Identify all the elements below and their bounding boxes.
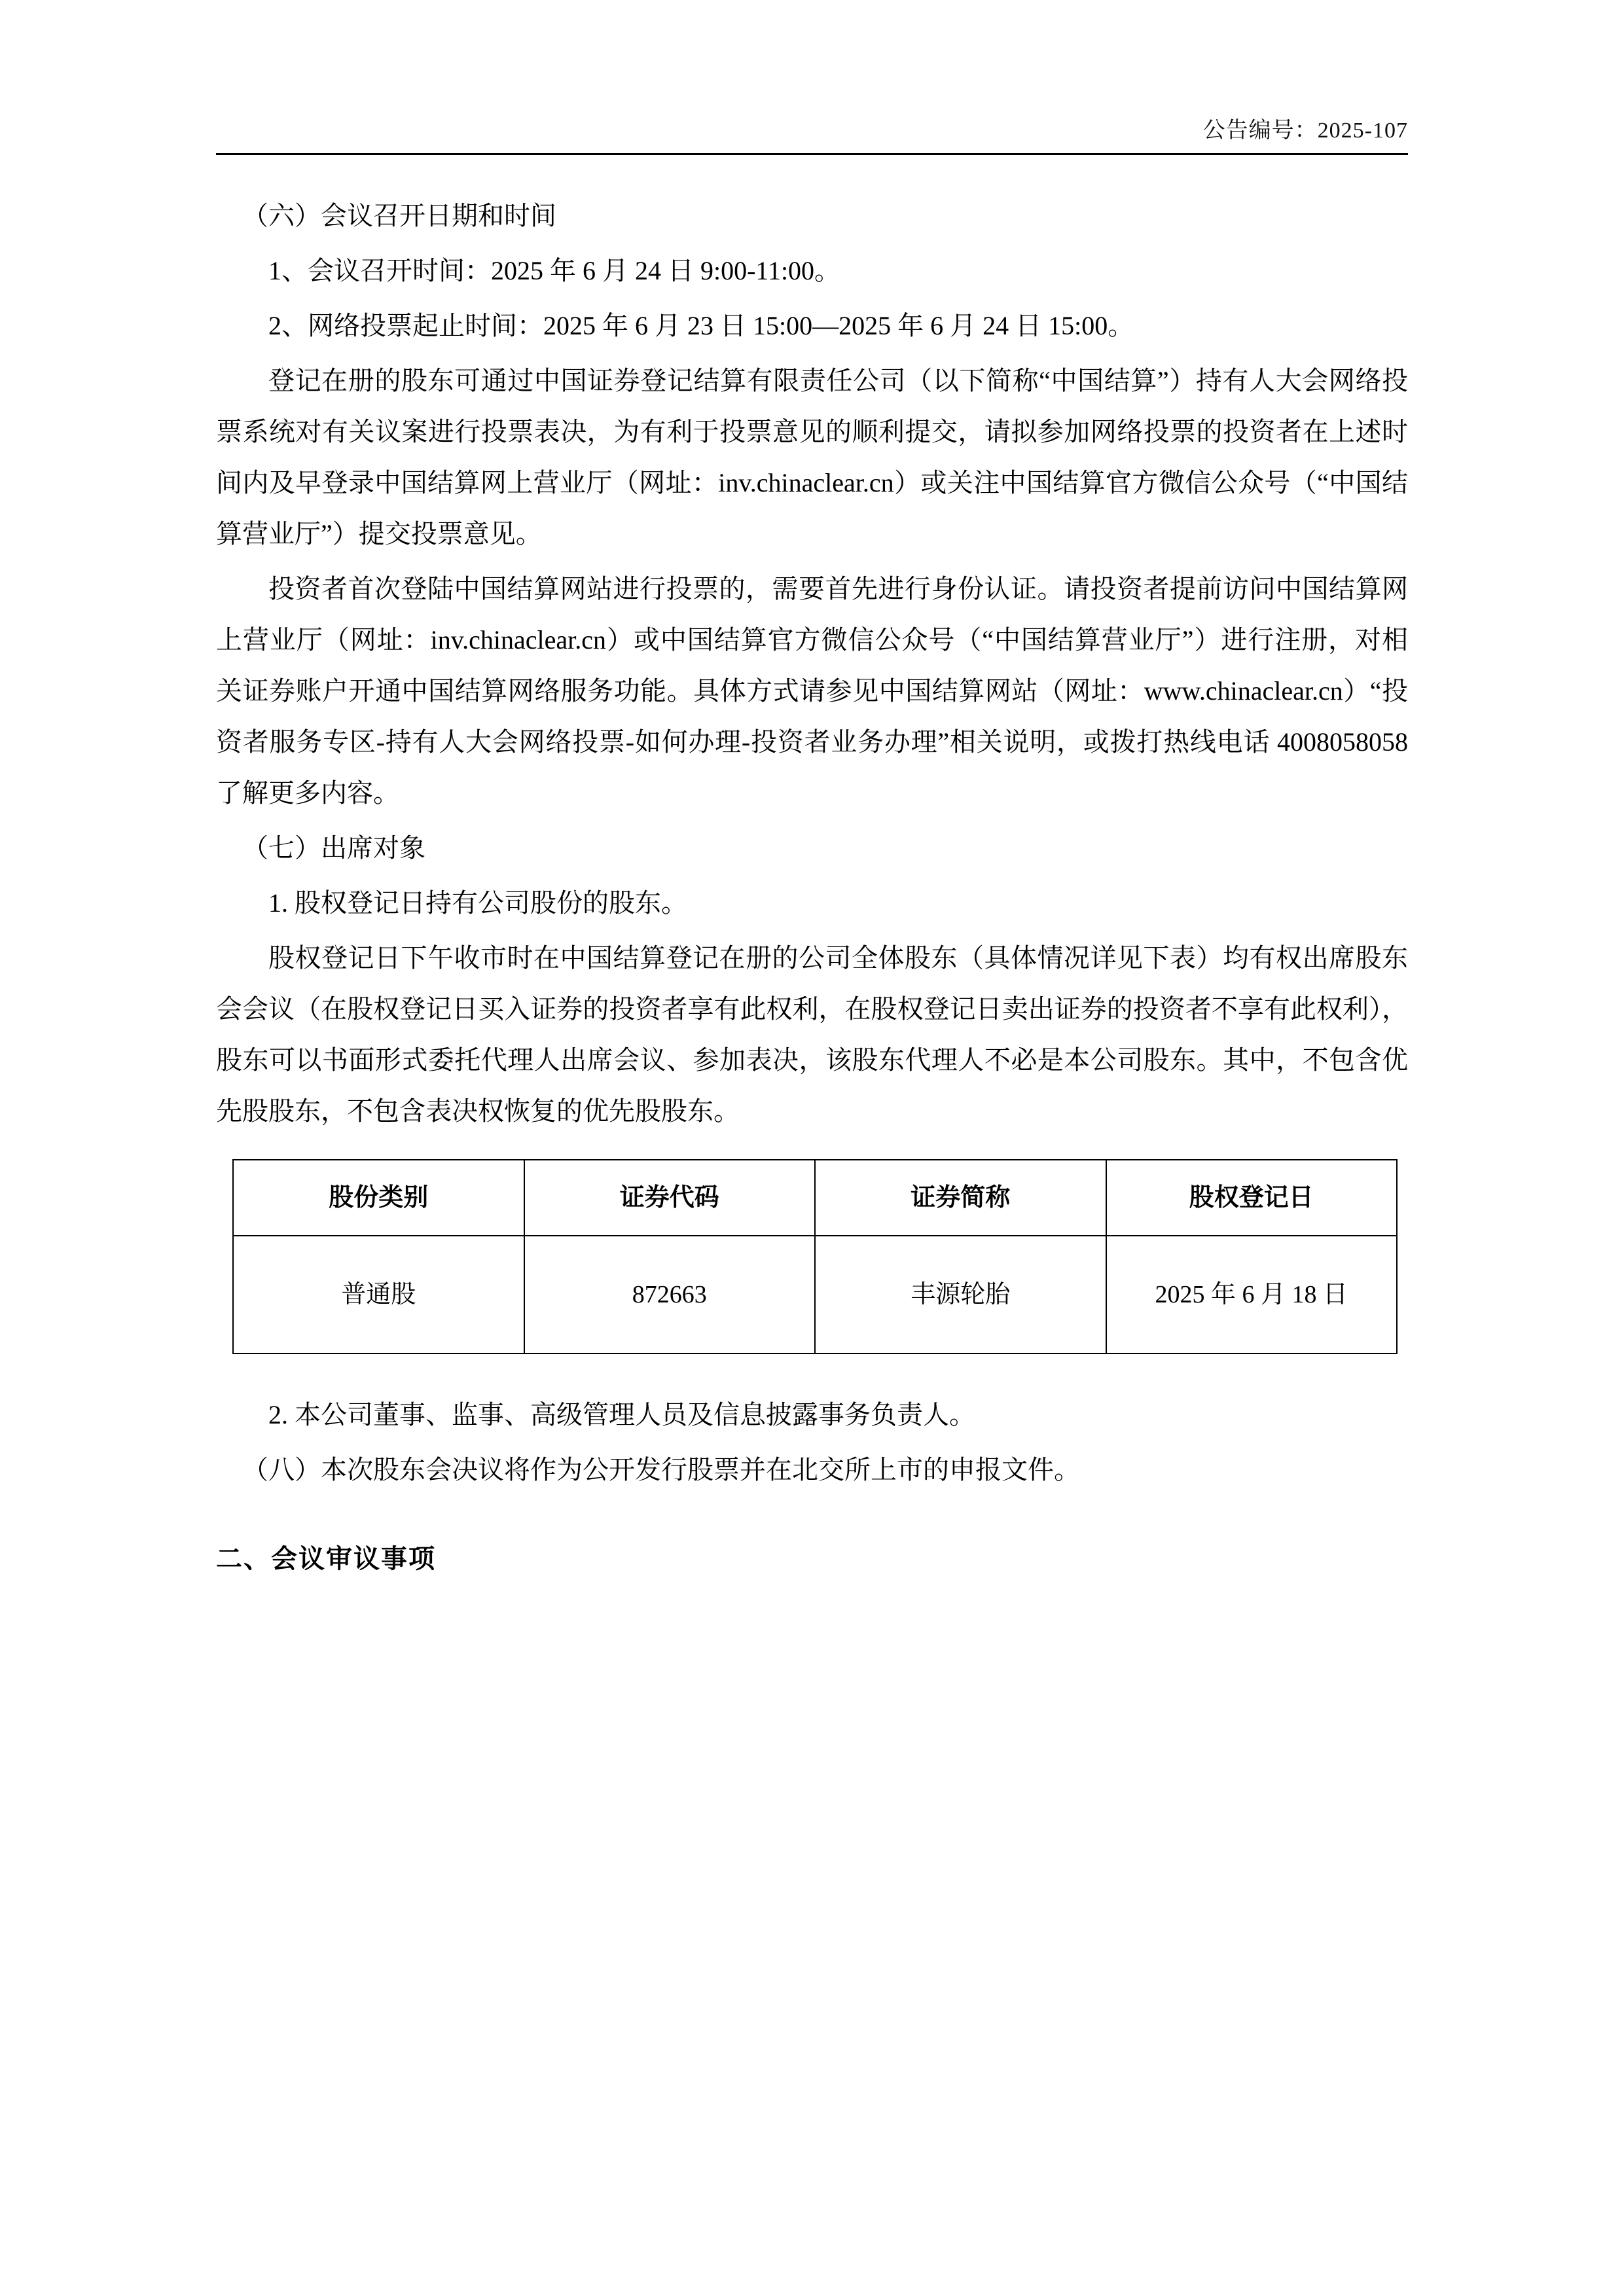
page-header [216, 98, 1408, 144]
header-divider [216, 153, 1408, 155]
table-header-share-class: 股份类别 [233, 1160, 524, 1236]
cell-security-name: 丰源轮胎 [815, 1236, 1106, 1354]
table-header-row [233, 1160, 1397, 1236]
section-eight-paragraph: （八）本次股东会决议将作为公开发行股票并在北交所上市的申报文件。 [242, 1455, 1080, 1484]
table-bottom-spacer [216, 1370, 1408, 1390]
table-header-security-name: 证券简称 [815, 1160, 1106, 1236]
document-body [216, 190, 1408, 1585]
online-vote-time-item: 2、网络投票起止时间：2025 年 6 月 23 日 15:00—2025 年 6 月 24 日 15:00。 [268, 311, 1134, 340]
paragraph-registered-shareholders: 登记在册的股东可通过中国证券登记结算有限责任公司（以下简称“中国结算”）持有人大会网络投票系统对有关议案进行投票表决，为有利于投票意见的顺利提交，请拟参加网络投票的投资者在上述时间内及早登录中国结算网上营业厅（网址：inv.chinaclear.cn）或关注中国结算官方微信公众号（“中国结算营业厅”）提交投票意见。 [216, 366, 1408, 548]
table-row [233, 1236, 1397, 1354]
attendee-item-1: 1. 股权登记日持有公司股份的股东。 [268, 888, 687, 918]
section-six-heading: （六）会议召开日期和时间 [242, 201, 556, 230]
paragraph-record-date: 股权登记日下午收市时在中国结算登记在册的公司全体股东（具体情况详见下表）均有权出席股东会会议（在股权登记日买入证券的投资者享有此权利，在股权登记日卖出证券的投资者不享有此权利），股东可以书面形式委托代理人出席会议、参加表决，该股东代理人不必是本公司股东。其中，不包含优先股股东，不包含表决权恢复的优先股股东。 [216, 943, 1408, 1126]
share-info-table [232, 1159, 1398, 1354]
cell-security-code: 872663 [524, 1236, 816, 1354]
cell-record-date: 2025 年 6 月 18 日 [1106, 1236, 1398, 1354]
section-seven-heading: （七）出席对象 [242, 833, 425, 863]
paragraph-first-time-login: 投资者首次登陆中国结算网站进行投票的，需要首先进行身份认证。请投资者提前访问中国结算网上营业厅（网址：inv.chinaclear.cn）或中国结算官方微信公众号（“中国结算营业厅”）进行注册，对相关证券账户开通中国结算网络服务功能。具体方式请参见中国结算网站（网址：www.chinaclear.cn）“投资者服务专区-持有人大会网络投票-如何办理-投资者业务办理”相关说明，或拨打热线电话 4008058058 了解更多内容。 [216, 574, 1408, 808]
announcement-number: 公告编号：2025-107 [1202, 118, 1408, 143]
section-two-heading: 二、会议审议事项 [216, 1545, 436, 1573]
attendee-item-2: 2. 本公司董事、监事、高级管理人员及信息披露事务负责人。 [268, 1400, 975, 1429]
table-header-security-code: 证券代码 [524, 1160, 816, 1236]
table-header-record-date: 股权登记日 [1106, 1160, 1398, 1236]
meeting-time-item: 1、会议召开时间：2025 年 6 月 24 日 9:00-11:00。 [268, 256, 841, 285]
cell-share-class: 普通股 [233, 1236, 524, 1354]
